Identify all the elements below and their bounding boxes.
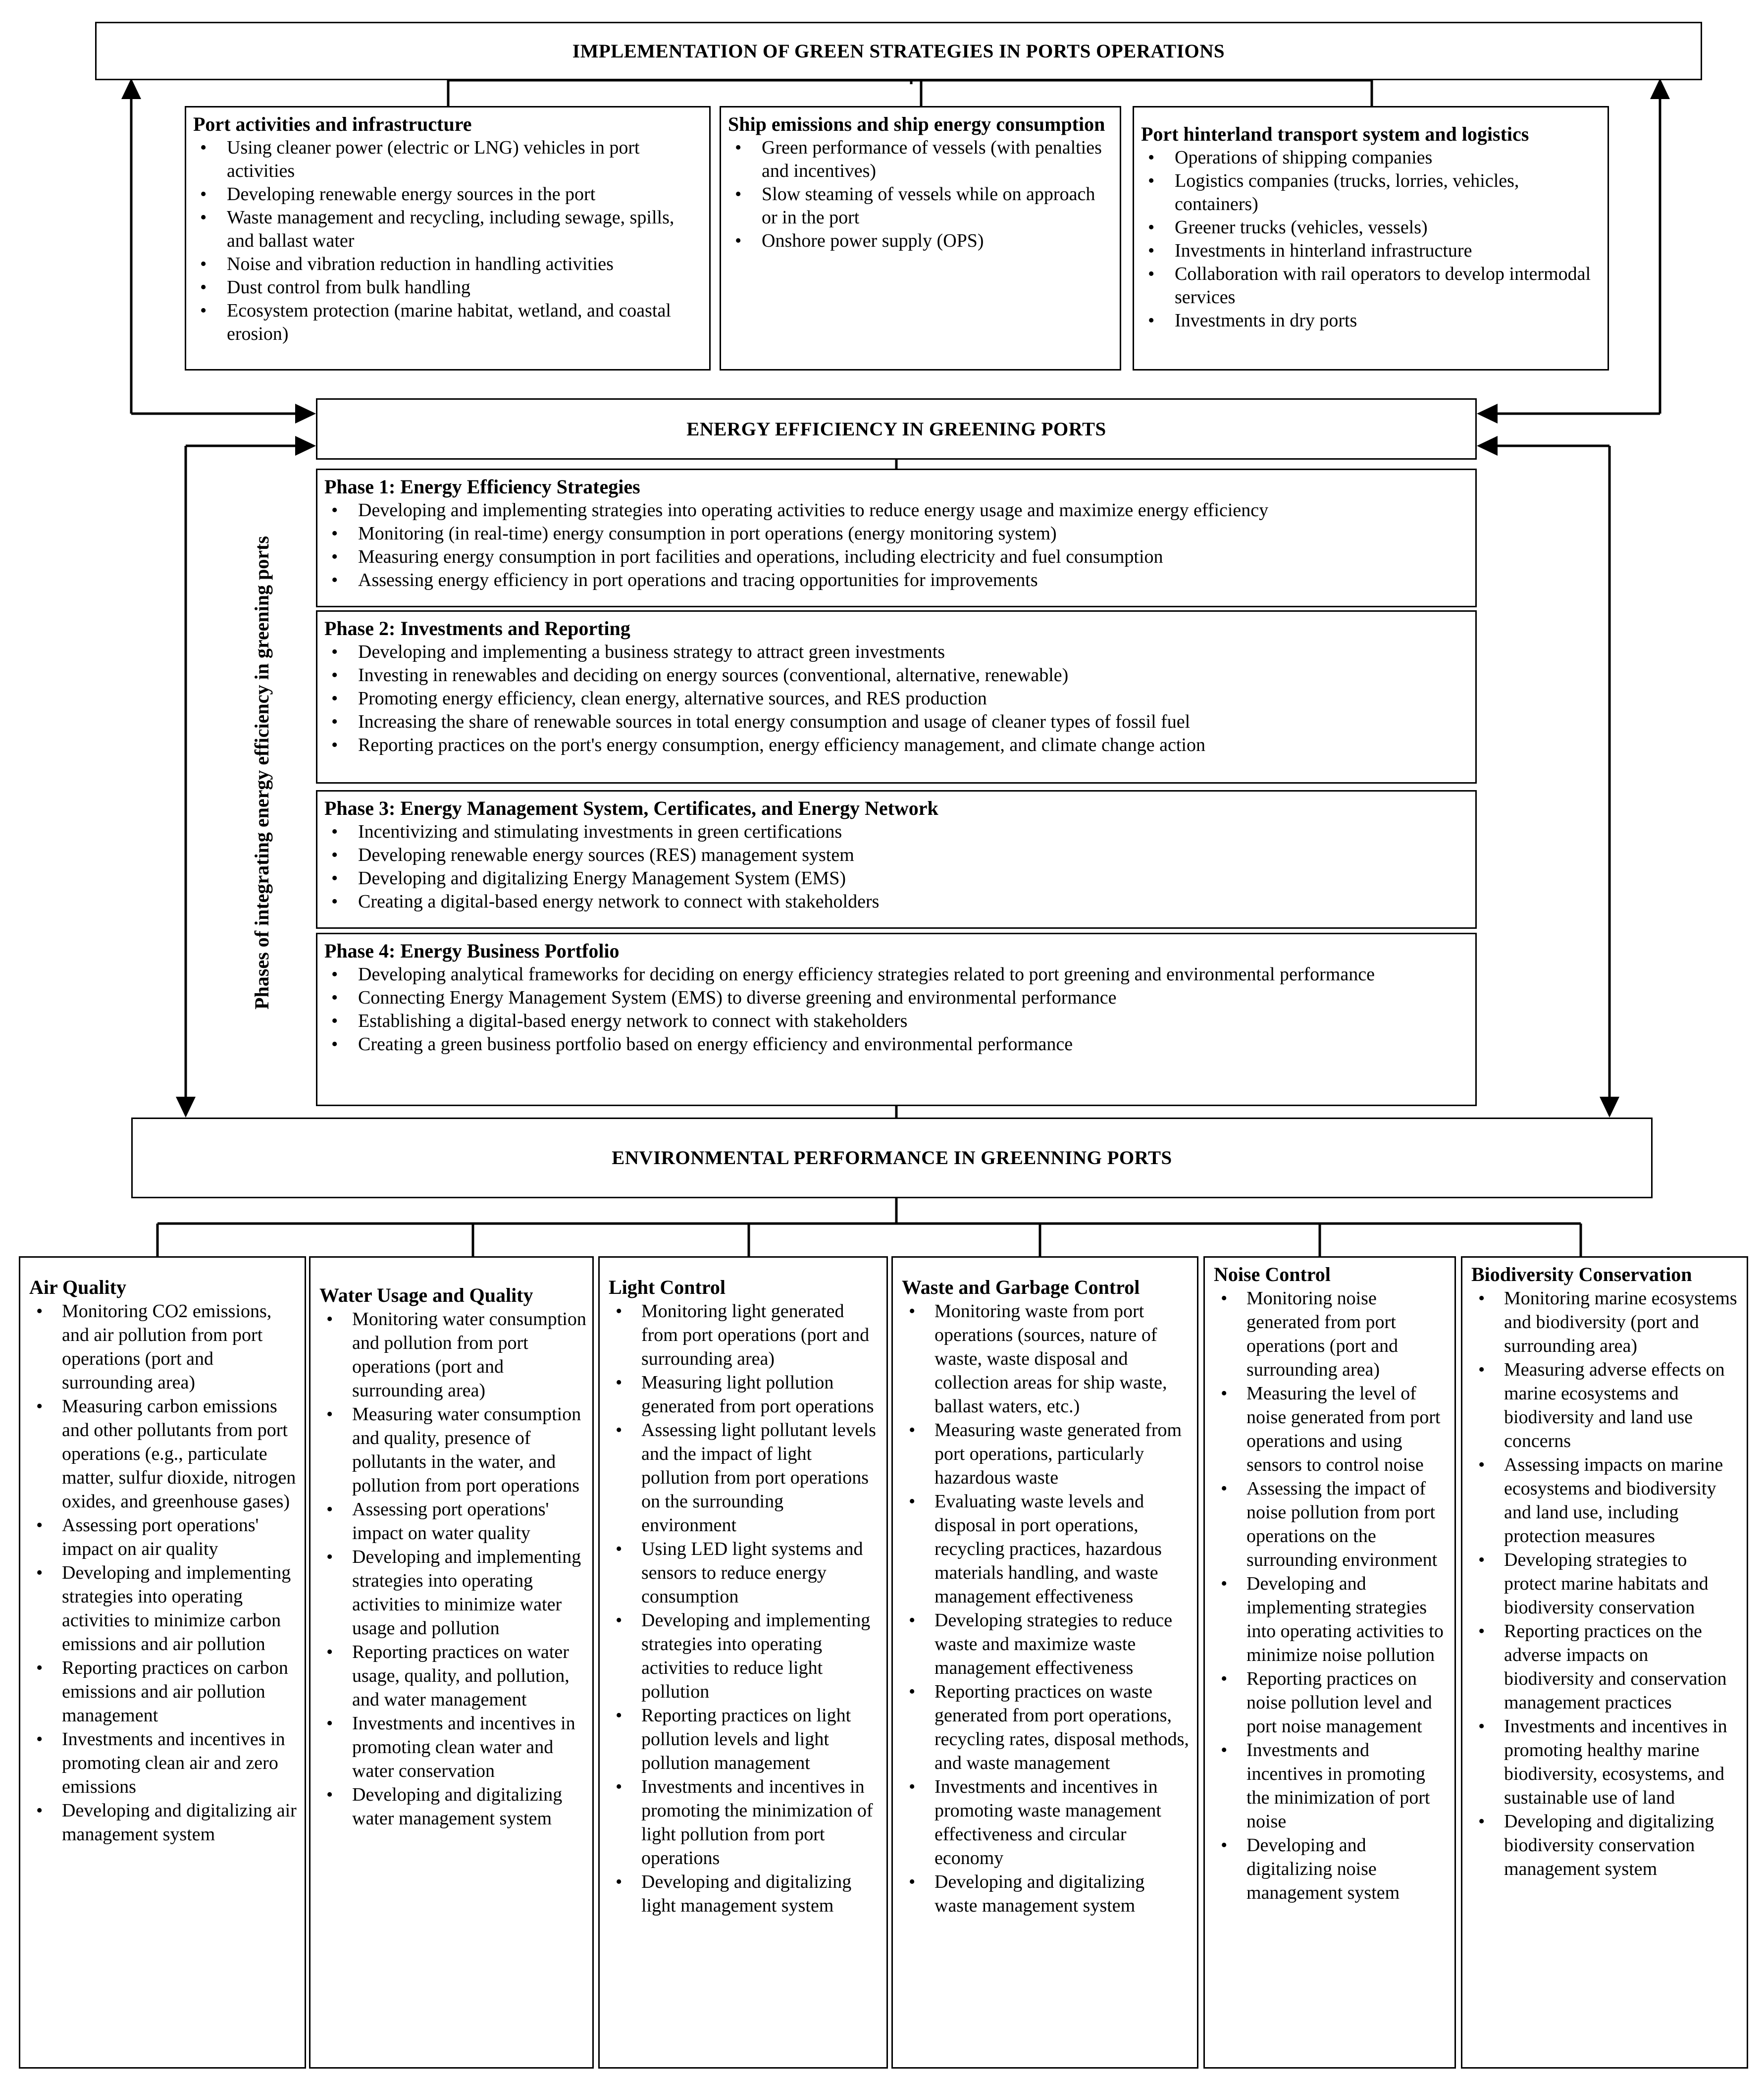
phase-list xyxy=(324,820,1468,913)
list-item: • Ecosystem protection (marine habitat, wetland, and coastal erosion) xyxy=(193,299,702,346)
list-item: • Developing and digitalizing light management system xyxy=(609,1870,882,1918)
list-item: • Developing renewable energy sources in the port xyxy=(193,183,702,206)
list-item: • Promoting energy efficiency, clean energy, alternative sources, and RES production xyxy=(324,687,1468,710)
column-list xyxy=(1214,1286,1450,1905)
column-list xyxy=(609,1299,882,1918)
list-item: • Assessing the impact of noise pollution from port operations on the surrounding environment xyxy=(1214,1477,1450,1572)
list-item: • Investments and incentives in promoting waste management effectiveness and circular economy xyxy=(902,1775,1192,1870)
list-item: • Reporting practices on the adverse impacts on biodiversity and conservation management practices xyxy=(1471,1619,1742,1714)
phase-title: Phase 1: Energy Efficiency Strategies xyxy=(324,476,640,498)
list-item: • Investments in hinterland infrastructure xyxy=(1141,239,1601,263)
phase-list xyxy=(324,499,1468,592)
list-item: • Developing and implementing strategies into operating activities to reduce energy usage and maximize energy efficiency xyxy=(324,499,1468,522)
list-item: • Developing strategies to protect marine habitats and biodiversity conservation xyxy=(1471,1548,1742,1619)
list-item: • Developing and digitalizing noise management system xyxy=(1214,1833,1450,1905)
column-title: Water Usage and Quality xyxy=(319,1284,533,1306)
column-list xyxy=(1471,1286,1742,1881)
list-item: • Investments and incentives in promoting clean air and zero emissions xyxy=(29,1727,300,1799)
list-item: • Developing and digitalizing water management system xyxy=(319,1783,587,1830)
top-title-box xyxy=(95,22,1702,80)
list-item: • Waste management and recycling, including sewage, spills, and ballast water xyxy=(193,206,702,253)
list-item: • Assessing port operations' impact on air quality xyxy=(29,1513,300,1561)
list-item: • Assessing energy efficiency in port operations and tracing opportunities for improvements xyxy=(324,569,1468,592)
list-item: • Investments and incentives in promoting healthy marine biodiversity, ecosystems, and sustainable use of land xyxy=(1471,1714,1742,1810)
phase-4-box xyxy=(316,933,1477,1106)
column-title: Noise Control xyxy=(1214,1263,1331,1285)
list-item: • Using LED light systems and sensors to reduce energy consumption xyxy=(609,1537,882,1608)
list-item: • Collaboration with rail operators to develop intermodal services xyxy=(1141,263,1601,309)
phase-1-box xyxy=(316,469,1477,607)
list-item: • Using cleaner power (electric or LNG) vehicles in port activities xyxy=(193,136,702,183)
column-list xyxy=(29,1299,300,1846)
list-item: • Developing and implementing strategies into operating activities to minimize water usage and pollution xyxy=(319,1545,587,1640)
list-item: • Establishing a digital-based energy network to connect with stakeholders xyxy=(324,1010,1468,1033)
column-title: Waste and Garbage Control xyxy=(902,1276,1140,1298)
list-item: • Monitoring noise generated from port operations (port and surrounding area) xyxy=(1214,1286,1450,1382)
list-item: • Measuring the level of noise generated from port operations and using sensors to control noise xyxy=(1214,1382,1450,1477)
list-item: • Investments and incentives in promoting clean water and water conservation xyxy=(319,1711,587,1783)
top-box-port-activities xyxy=(185,106,711,371)
phase-title: Phase 4: Energy Business Portfolio xyxy=(324,940,620,962)
bottom-title-box xyxy=(131,1118,1653,1198)
list-item: • Greener trucks (vehicles, vessels) xyxy=(1141,216,1601,239)
list-item: • Measuring waste generated from port operations, particularly hazardous waste xyxy=(902,1418,1192,1490)
list-item: • Creating a digital-based energy network to connect with stakeholders xyxy=(324,890,1468,913)
list-item: • Measuring carbon emissions and other pollutants from port operations (e.g., particulate matter, sulfur dioxide, nitrogen oxides, and greenhouse gases) xyxy=(29,1394,300,1513)
list-item: • Measuring light pollution generated from port operations xyxy=(609,1371,882,1418)
list-item: • Assessing port operations' impact on water quality xyxy=(319,1497,587,1545)
top-box-title: Ship emissions and ship energy consumption xyxy=(728,113,1105,135)
list-item: • Developing analytical frameworks for deciding on energy efficiency strategies related to port greening and environmental performance xyxy=(324,963,1468,986)
list-item: • Measuring energy consumption in port facilities and operations, including electricity and fuel consumption xyxy=(324,545,1468,569)
list-item: • Developing and digitalizing waste management system xyxy=(902,1870,1192,1918)
column-noise xyxy=(1203,1256,1456,2069)
list-item: • Developing and digitalizing biodiversity conservation management system xyxy=(1471,1810,1742,1881)
top-box-list xyxy=(1141,146,1601,332)
middle-title-box xyxy=(316,398,1477,460)
list-item: • Developing and implementing strategies into operating activities to minimize noise pollution xyxy=(1214,1572,1450,1667)
list-item: • Operations of shipping companies xyxy=(1141,146,1601,169)
list-item: • Monitoring marine ecosystems and biodiversity (port and surrounding area) xyxy=(1471,1286,1742,1358)
list-item: • Developing and implementing a business strategy to attract green investments xyxy=(324,640,1468,664)
phase-list xyxy=(324,963,1468,1056)
column-list xyxy=(319,1307,587,1830)
column-title: Light Control xyxy=(609,1276,726,1298)
phase-3-box xyxy=(316,790,1477,929)
list-item: • Logistics companies (trucks, lorries, vehicles, containers) xyxy=(1141,169,1601,216)
column-biodiversity xyxy=(1461,1256,1748,2069)
list-item: • Monitoring CO2 emissions, and air pollution from port operations (port and surrounding area) xyxy=(29,1299,300,1394)
list-item: • Monitoring (in real-time) energy consumption in port operations (energy monitoring system) xyxy=(324,522,1468,545)
list-item: • Creating a green business portfolio based on energy efficiency and environmental performance xyxy=(324,1033,1468,1056)
list-item: • Increasing the share of renewable sources in total energy consumption and usage of cleaner types of fossil fuel xyxy=(324,710,1468,734)
list-item: • Slow steaming of vessels while on approach or in the port xyxy=(728,183,1113,229)
list-item: • Measuring water consumption and quality, presence of pollutants in the water, and pollution from port operations xyxy=(319,1402,587,1497)
list-item: • Measuring adverse effects on marine ecosystems and biodiversity and land use concerns xyxy=(1471,1358,1742,1453)
list-item: • Reporting practices on light pollution levels and light pollution management xyxy=(609,1704,882,1775)
list-item: • Investments and incentives in promoting the minimization of port noise xyxy=(1214,1738,1450,1833)
list-item: • Reporting practices on waste generated from port operations, recycling rates, disposal methods, and waste management xyxy=(902,1680,1192,1775)
list-item: • Developing and digitalizing air management system xyxy=(29,1799,300,1846)
list-item: • Green performance of vessels (with penalties and incentives) xyxy=(728,136,1113,183)
list-item: • Onshore power supply (OPS) xyxy=(728,229,1113,253)
list-item: • Monitoring light generated from port operations (port and surrounding area) xyxy=(609,1299,882,1371)
list-item: • Evaluating waste levels and disposal in port operations, recycling practices, hazardous materials handling, and waste management effectiveness xyxy=(902,1490,1192,1608)
list-item: • Assessing impacts on marine ecosystems and biodiversity and land use, including protection measures xyxy=(1471,1453,1742,1548)
top-box-title: Port hinterland transport system and logistics xyxy=(1141,123,1529,145)
list-item: • Developing and implementing strategies into operating activities to reduce light pollution xyxy=(609,1608,882,1704)
list-item: • Investing in renewables and deciding on energy sources (conventional, alternative, renewable) xyxy=(324,664,1468,687)
list-item: • Developing strategies to reduce waste and maximize waste management effectiveness xyxy=(902,1608,1192,1680)
list-item: • Noise and vibration reduction in handling activities xyxy=(193,253,702,276)
top-box-hinterland xyxy=(1133,106,1609,371)
column-air-quality xyxy=(19,1256,306,2069)
list-item: • Developing and digitalizing Energy Management System (EMS) xyxy=(324,867,1468,890)
phase-2-box xyxy=(316,610,1477,784)
column-light xyxy=(598,1256,888,2069)
list-item: • Reporting practices on carbon emissions and air pollution management xyxy=(29,1656,300,1727)
list-item: • Reporting practices on noise pollution level and port noise management xyxy=(1214,1667,1450,1738)
list-item: • Reporting practices on the port's energy consumption, energy efficiency management, and climate change action xyxy=(324,734,1468,757)
list-item: • Investments and incentives in promoting the minimization of light pollution from port operations xyxy=(609,1775,882,1870)
phases-vertical-label: Phases of integrating energy efficiency in greening ports xyxy=(251,536,273,1010)
list-item: • Developing renewable energy sources (RES) management system xyxy=(324,844,1468,867)
column-title: Biodiversity Conservation xyxy=(1471,1263,1692,1285)
list-item: • Assessing light pollutant levels and the impact of light pollution from port operations on the surrounding environment xyxy=(609,1418,882,1537)
list-item: • Developing and implementing strategies into operating activities to minimize carbon emissions and air pollution xyxy=(29,1561,300,1656)
list-item: • Connecting Energy Management System (EMS) to diverse greening and environmental performance xyxy=(324,986,1468,1010)
list-item: • Reporting practices on water usage, quality, and pollution, and water management xyxy=(319,1640,587,1711)
list-item: • Monitoring water consumption and pollution from port operations (port and surrounding area) xyxy=(319,1307,587,1402)
bottom-title: ENVIRONMENTAL PERFORMANCE IN GREENNING PORTS xyxy=(612,1147,1172,1169)
phase-list xyxy=(324,640,1468,757)
list-item: • Dust control from bulk handling xyxy=(193,276,702,299)
top-title: IMPLEMENTATION OF GREEN STRATEGIES IN PORTS OPERATIONS xyxy=(572,40,1225,62)
phase-title: Phase 3: Energy Management System, Certificates, and Energy Network xyxy=(324,797,938,819)
list-item: • Investments in dry ports xyxy=(1141,309,1601,332)
column-water xyxy=(309,1256,594,2069)
middle-title: ENERGY EFFICIENCY IN GREENING PORTS xyxy=(686,418,1106,440)
top-box-list xyxy=(193,136,702,346)
column-list xyxy=(902,1299,1192,1918)
list-item: • Incentivizing and stimulating investments in green certifications xyxy=(324,820,1468,844)
column-waste xyxy=(891,1256,1198,2069)
column-title: Air Quality xyxy=(29,1276,126,1298)
phase-title: Phase 2: Investments and Reporting xyxy=(324,617,630,640)
top-box-list xyxy=(728,136,1113,253)
top-box-ship-emissions xyxy=(720,106,1121,371)
list-item: • Monitoring waste from port operations (sources, nature of waste, waste disposal and collection areas for ship waste, ballast waters, etc.) xyxy=(902,1299,1192,1418)
top-box-title: Port activities and infrastructure xyxy=(193,113,472,135)
